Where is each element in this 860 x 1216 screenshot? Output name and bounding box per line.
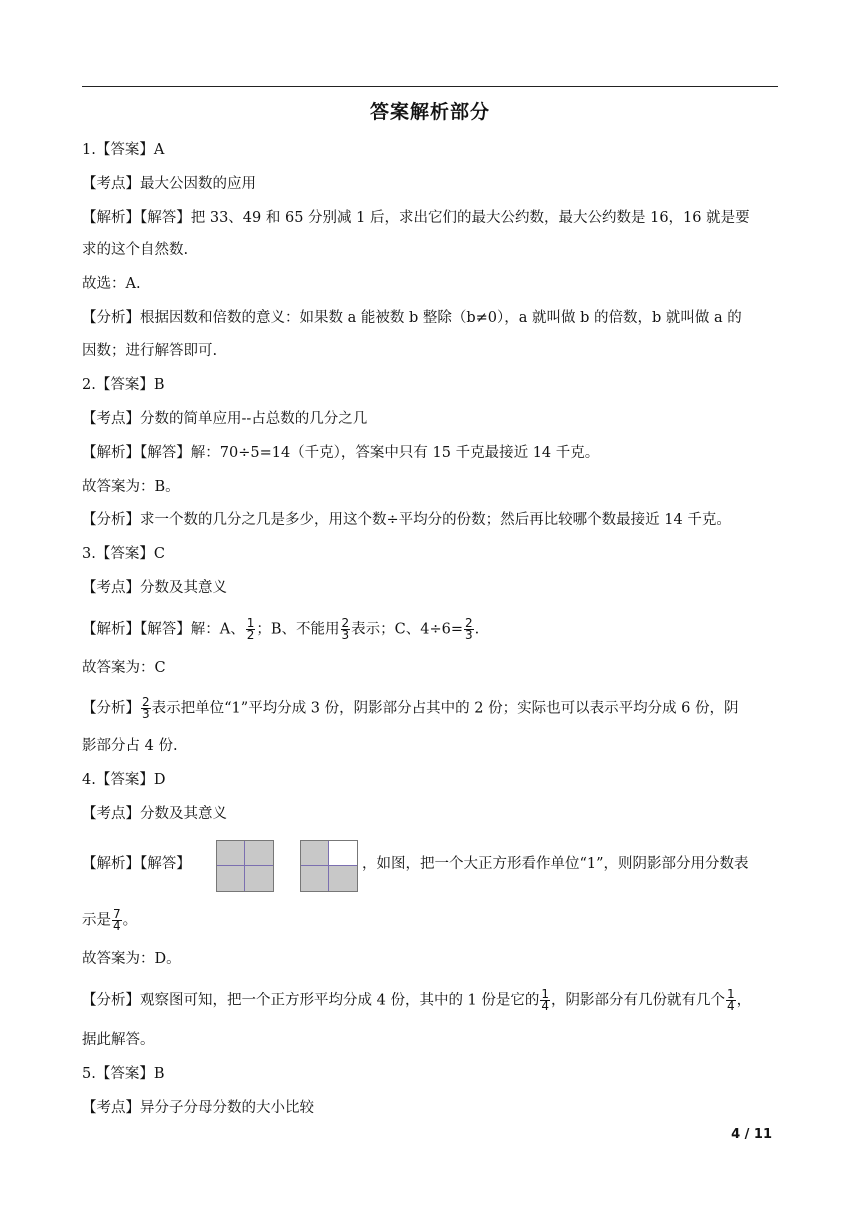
q2-choose: 故答案为：B。 (82, 479, 180, 495)
q1-reason-2: 因数；进行解答即可. (82, 343, 218, 359)
q1-point: 【考点】最大公因数的应用 (82, 176, 256, 192)
three-quarter-shaded-square (300, 840, 358, 892)
q5-point: 【考点】异分子分母分数的大小比较 (82, 1100, 314, 1116)
fraction-two-thirds: $\frac{2}{3}$ (341, 616, 350, 642)
fraction-one-fourth: $\frac{1}{4}$ (541, 987, 550, 1013)
q1-analysis-2: 求的这个自然数. (82, 242, 189, 258)
shaded-cell (217, 841, 245, 866)
shaded-cell (329, 866, 357, 891)
q2-analysis: 【解析】【解答】解：70÷5=14（千克），答案中只有 15 千克最接近 14 千克。 (82, 445, 600, 461)
q2-answer: 2.【答案】B (82, 377, 165, 393)
q3-choose: 故答案为：C (82, 660, 166, 676)
full-shaded-square (216, 840, 274, 892)
grid-line-horizontal (301, 865, 357, 866)
shaded-cell (245, 841, 273, 866)
q3-analysis: 【解析】【解答】解：A、 $\frac{1}{2}$ ；B、不能用 $\frac{2}{3}$ 表示；C、4÷6= $\frac{2}{3}$ . (82, 616, 480, 642)
q3-analysis-prefix: 【解析】【解答】解：A、 (82, 621, 245, 638)
q4-point: 【考点】分数及其意义 (82, 806, 227, 822)
fraction-two-thirds: $\frac{2}{3}$ (142, 695, 150, 721)
q3-reason-2: 影部分占 4 份. (82, 738, 178, 754)
shaded-cell (301, 841, 329, 866)
q4-reason-2: 据此解答。 (82, 1032, 155, 1048)
q4-analysis-2: 示是 $\frac{7}{4}$ 。 (82, 907, 138, 933)
q3-answer: 3.【答案】C (82, 546, 165, 562)
q1-choose: 故选：A. (82, 276, 141, 292)
shaded-cell (245, 866, 273, 891)
q3-reason-1: 【分析】 $\frac{2}{3}$ 表示把单位“1”平均分成 3 份，阴影部分占其中的 2 份；实际也可以表示平均分成 6 份，阴 (82, 695, 739, 721)
q4-analysis-prefix: 【解析】【解答】 (82, 856, 191, 872)
q1-analysis-1: 【解析】【解答】把 33、49 和 65 分别减 1 后，求出它们的最大公约数，最大公约数是 16，16 就是要 (82, 210, 750, 226)
q5-answer: 5.【答案】B (82, 1066, 165, 1082)
q4-reason-1: 【分析】观察图可知，把一个正方形平均分成 4 份，其中的 1 份是它的 $\frac{1}{4}$ ，阴影部分有几份就有几个 $\frac{1}{4}$ ， (82, 987, 752, 1013)
q1-answer: 1.【答案】A (82, 142, 165, 158)
page-title: 答案解析部分 (369, 101, 490, 123)
q3-point: 【考点】分数及其意义 (82, 580, 227, 596)
grid-line-horizontal (217, 865, 273, 866)
shaded-cell (217, 866, 245, 891)
fraction-two-thirds: $\frac{2}{3}$ (465, 616, 473, 642)
grid-line-vertical (328, 841, 329, 891)
page-number: 4 / 11 (731, 1127, 772, 1142)
fraction-seven-fourths: $\frac{7}{4}$ (113, 907, 121, 933)
q2-reason: 【分析】求一个数的几分之几是多少，用这个数÷平均分的份数；然后再比较哪个数最接近 14 千克。 (82, 512, 731, 528)
q4-answer: 4.【答案】D (82, 772, 166, 788)
grid-line-vertical (244, 841, 245, 891)
header-rule (82, 86, 778, 87)
q1-reason-1: 【分析】根据因数和倍数的意义：如果数 a 能被数 b 整除（b≠0），a 就叫做 b 的倍数，b 就叫做 a 的 (82, 310, 742, 326)
blank-cell (329, 841, 357, 866)
q4-analysis-text: ，如图，把一个大正方形看作单位“1”，则阴影部分用分数表 (362, 856, 749, 872)
fraction-one-half: $\frac{1}{2}$ (246, 616, 255, 642)
shaded-cell (301, 866, 329, 891)
q4-choose: 故答案为：D。 (82, 951, 181, 967)
fraction-one-fourth: $\frac{1}{4}$ (727, 987, 735, 1013)
q2-point: 【考点】分数的简单应用--占总数的几分之几 (82, 411, 368, 427)
